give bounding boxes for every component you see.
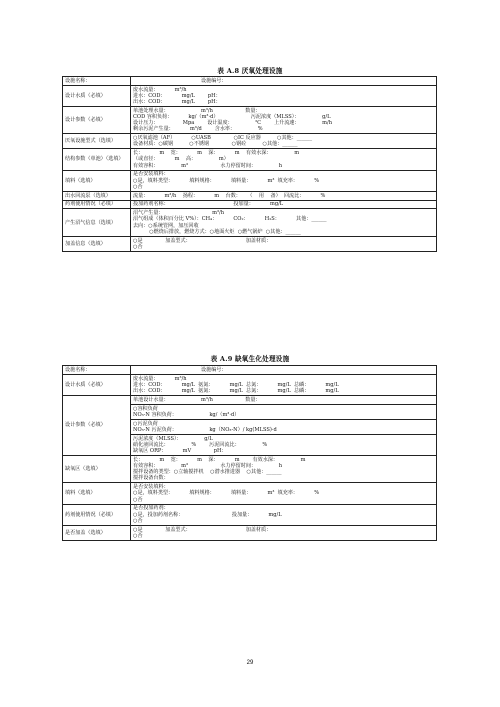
field-line: 是否安装填料： xyxy=(133,484,169,491)
row-content xyxy=(131,419,437,434)
table-row xyxy=(63,374,437,395)
field-line: 设备材质：○碳钢 ○不锈钢 ○钢砼 ○其他：______ xyxy=(133,141,298,148)
row-content xyxy=(131,209,437,236)
field-line: ○否 xyxy=(133,532,143,539)
field-line: 是否安装填料： xyxy=(133,171,169,178)
table-row xyxy=(63,191,437,200)
field-line: NO₃-N 污泥负荷： kg（NO₃-N）/ kg(MLSS)·d xyxy=(133,426,277,433)
table-row xyxy=(63,525,437,540)
row-label: 产生沼气信息（选填） xyxy=(63,209,131,236)
table-row xyxy=(63,483,437,504)
field-line: 投加药剂名称： 投加量： mg/L xyxy=(133,201,284,208)
table-header-row xyxy=(63,77,437,86)
field-line: 沼气产生量： m³/h xyxy=(133,210,225,217)
table-a8-anaerobic-facility xyxy=(62,76,437,252)
field-line: 缺氧区 ORP： mV pH： xyxy=(133,448,227,454)
table-a9-anoxic-facility xyxy=(62,365,437,541)
row-content xyxy=(131,107,437,134)
row-label: 填料（选填） xyxy=(63,483,131,504)
field-line: ○否 xyxy=(133,517,143,524)
row-label: 填料（选填） xyxy=(63,170,131,191)
field-line: 沼气组成（体积百分比 V%）：CH₄： CO₂： H₂S： 其他：______ xyxy=(133,216,327,223)
table-row xyxy=(63,170,437,191)
row-content xyxy=(131,134,437,149)
page-number: 29 xyxy=(246,660,254,666)
row-label: 出水回流泵（选填） xyxy=(63,191,131,200)
field-line: ○是，填料类型： 填料规格： 填料量： m³ 填充率： % xyxy=(133,177,320,184)
field-line: ○燃烧后排放，燃烧方式：○地面火炬 ○燃气锅炉 ○其他：______ xyxy=(133,228,301,235)
field-line: ○是 加盖型式： 加盖材质： xyxy=(133,526,272,533)
field-line: 单池处理水量： m³/h 数量： xyxy=(133,107,261,114)
row-content xyxy=(131,85,437,106)
row-label: 结构参数（单池）（选填） xyxy=(63,149,131,170)
field-line: ○是 加盖型式： 加盖材质： xyxy=(133,237,272,244)
field-line: 长： m 宽： m 深： m 有效水深： m xyxy=(133,150,300,157)
field-line: 搅拌设备台数： xyxy=(133,475,169,482)
field-line: （或直径： m 高： m） xyxy=(133,156,229,163)
table-row xyxy=(63,504,437,525)
field-line: ○否 xyxy=(133,496,143,503)
table-row xyxy=(63,134,437,149)
row-content xyxy=(131,483,437,504)
field-line: COD 容积负荷： kg/（m³·d） 污泥浓度（MLSS）： g/L xyxy=(133,114,331,120)
field-line: 搅拌设备的类型：○立轴搅拌机 ○潜水推进器 ○其他：______ xyxy=(133,469,282,476)
table-row xyxy=(63,85,437,106)
field-line: 去向：○系统管网，加压回收 xyxy=(133,222,199,229)
field-line: 有效容积： m³ 水力停留时间： h xyxy=(133,162,282,169)
row-content xyxy=(131,374,437,395)
field-line: 出水：COD： mg/L 氨氮： mg/L 总氮： mg/L 总磷： mg/L xyxy=(133,388,339,394)
facility-id-label xyxy=(131,77,437,86)
row-content xyxy=(131,170,437,191)
row-content xyxy=(131,504,437,525)
row-content xyxy=(131,149,437,170)
field-line: 废水流量： m³/h xyxy=(133,86,187,93)
field-line: ○污泥负荷 xyxy=(133,420,158,427)
row-content xyxy=(131,456,437,483)
field-line: 废水流量： m³/h xyxy=(133,375,187,382)
field-line: 污泥浓度（MLSS）： g/L xyxy=(133,435,213,442)
table-header-row xyxy=(63,366,437,375)
table-row xyxy=(63,209,437,236)
field-line: ○是，填料类型： 填料规格： 填料量： m³ 填充率： % xyxy=(133,490,320,497)
field-line: 设计压力： Mpa 设计温度： ℃ 上升流速： m/h xyxy=(133,120,332,127)
facility-name-label: 设施名称： xyxy=(63,366,131,375)
row-label: 缺氧区（选填） xyxy=(63,456,131,483)
row-label: 设计水质（必填） xyxy=(63,374,131,395)
facility-name-label: 设施名称： xyxy=(63,77,131,86)
table-row xyxy=(63,200,437,209)
field-line: 进水：COD： mg/L pH： xyxy=(133,92,221,99)
table-row xyxy=(63,236,437,251)
field-line: ○否 xyxy=(133,183,143,190)
row-label: 是否加盖（选填） xyxy=(63,525,131,540)
table-a9-caption: 表 A.9 缺氧生化处理设施 xyxy=(210,355,290,363)
facility-id-text: 设施编号： xyxy=(201,366,227,373)
field-line: 出水：COD： mg/L pH： xyxy=(133,99,221,105)
field-line: ○容积负荷 xyxy=(133,405,158,412)
field-line: 流量： m³/h 扬程： m 台数： （ 用 备） 回流比： % xyxy=(133,192,326,199)
table-a8-caption: 表 A.8 厌氧处理设施 xyxy=(217,67,283,75)
row-content xyxy=(131,434,437,455)
field-line: 硝化液回流比： % 污泥回流比： % xyxy=(133,441,268,448)
field-line: 是否投加药剂： xyxy=(133,505,169,512)
table-row xyxy=(63,107,437,134)
row-content xyxy=(131,200,437,209)
field-line: 单池设计水量： m³/h 数量： xyxy=(133,396,261,403)
table-row xyxy=(63,456,437,483)
row-content xyxy=(131,236,437,251)
field-line: 有效容积： m³ 水力停留时间： h xyxy=(133,463,282,469)
row-content xyxy=(131,404,437,419)
table-row xyxy=(63,396,437,405)
row-label: 设计水质（必填） xyxy=(63,85,131,106)
row-label: 设计参数（必填） xyxy=(63,107,131,134)
field-line: 剩余污泥产生量： m³/d 含水率： % xyxy=(133,126,263,133)
field-line: ○厌氧滤池（AF） ○UASB ○IC 反应器 ○其他：______ xyxy=(133,135,313,142)
facility-id-text: 设施编号： xyxy=(201,77,227,84)
row-label: 药剂使用情况（必填） xyxy=(63,504,131,525)
row-content xyxy=(131,191,437,200)
facility-id-label xyxy=(131,366,437,375)
row-label: 厌氧设施型式（选填） xyxy=(63,134,131,149)
field-line: ○否 xyxy=(133,243,143,250)
field-line: 进水：COD： mg/L 氨氮： mg/L 总氮： mg/L 总磷： mg/L xyxy=(133,381,339,388)
field-line: 长： m 宽： m 深： m 有效水深： m xyxy=(133,456,306,463)
row-content xyxy=(131,525,437,540)
field-line: NO₃-N 容积负荷： kg/（m³·d） xyxy=(133,411,240,418)
table-row xyxy=(63,149,437,170)
field-line: ○是，投加药剂名称： 投加量： mg/L xyxy=(133,511,282,518)
row-label: 设计参数（必填） xyxy=(63,396,131,456)
row-label: 加盖信息（选填） xyxy=(63,236,131,251)
row-content xyxy=(131,396,437,405)
row-label: 药剂使用情况（必填） xyxy=(63,200,131,209)
